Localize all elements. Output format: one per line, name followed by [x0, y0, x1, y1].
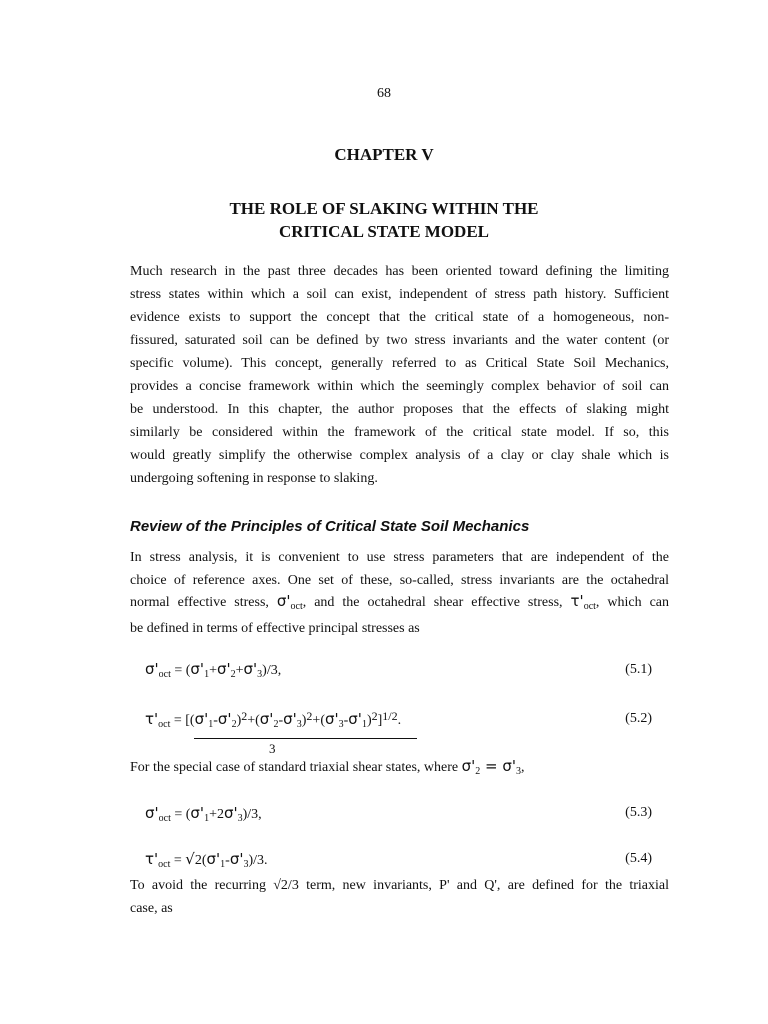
- section-heading: Review of the Principles of Critical State Soil Mechanics: [130, 518, 530, 535]
- paragraph-line: be defined in terms of effective principal stresses as: [130, 621, 420, 636]
- paragraph-line: stress states within which a soil can exist, independent of stress path history. Sufficient: [130, 287, 669, 302]
- paragraph-line: would greatly simplify the otherwise complex analysis of a clay or clay shale which is: [130, 448, 669, 463]
- equation-5-1: $\sigma'_{oct} = (\sigma'_1+\sigma'_2+\sigma'_3)/3$,: [145, 660, 282, 680]
- paragraph-line: be understood. In this chapter, the author proposes that the effects of slaking might: [130, 402, 669, 417]
- page-number: 68: [377, 86, 391, 101]
- paragraph-line: Much research in the past three decades has been oriented toward defining the limiting: [130, 264, 669, 279]
- paragraph-line: similarly be considered within the framework of the critical state model. If so, this: [130, 425, 669, 440]
- chapter-heading: CHAPTER V: [334, 145, 434, 164]
- chapter-title-line-1: THE ROLE OF SLAKING WITHIN THE: [229, 199, 539, 218]
- paragraph-line: case, as: [130, 901, 173, 916]
- paragraph-line: specific volume). This concept, generally referred to as Critical State Soil Mechanics,: [130, 356, 669, 371]
- paragraph-line: In stress analysis, it is convenient to use stress parameters that are independent of the: [130, 550, 669, 565]
- equation-number: (5.3): [625, 805, 652, 820]
- paragraph-line: undergoing softening in response to slaking.: [130, 471, 378, 486]
- paragraph-line: For the special case of standard triaxial shear states, where $\sigma'_2 = \sigma'_3$,: [130, 757, 525, 777]
- paragraph-line: provides a concise framework within which the seemingly complex behavior of soil can: [130, 379, 669, 394]
- equation-number: (5.1): [625, 662, 652, 677]
- equation-5-4: $\tau'_{oct} = √2(\sigma'_1-\sigma'_3)/3$.: [145, 850, 268, 870]
- chapter-title-line-2: CRITICAL STATE MODEL: [278, 222, 490, 241]
- equation-5-2: $\tau'_{oct} = [(\sigma'_1-\sigma'_2)^2+(\sigma'_2-\sigma'_3)^2+(\sigma'_3-\sigma'_1)^2]^{1/2}$.: [145, 709, 402, 730]
- fraction-bar: [194, 738, 417, 739]
- paragraph-line: To avoid the recurring √2/3 term, new invariants, P' and Q', are defined for the triaxial: [130, 878, 669, 893]
- paragraph-line: normal effective stress, $\sigma'_{oct}$, and the octahedral shear effective stress, $\tau'_{oct}$, which can: [130, 592, 669, 612]
- equation-number: (5.4): [625, 851, 652, 866]
- paragraph-line: evidence exists to support the concept that the critical state of a homogeneous, non-: [130, 310, 669, 325]
- equation-number: (5.2): [625, 711, 652, 726]
- equation-5-3: $\sigma'_{oct} = (\sigma'_1+2\sigma'_3)/3$,: [145, 804, 262, 824]
- paragraph-line: fissured, saturated soil can be defined by two stress invariants and the water content (or: [130, 333, 669, 348]
- paragraph-line: choice of reference axes. One set of these, so-called, stress invariants are the octahedral: [130, 573, 669, 588]
- equation-denominator: 3: [269, 741, 276, 756]
